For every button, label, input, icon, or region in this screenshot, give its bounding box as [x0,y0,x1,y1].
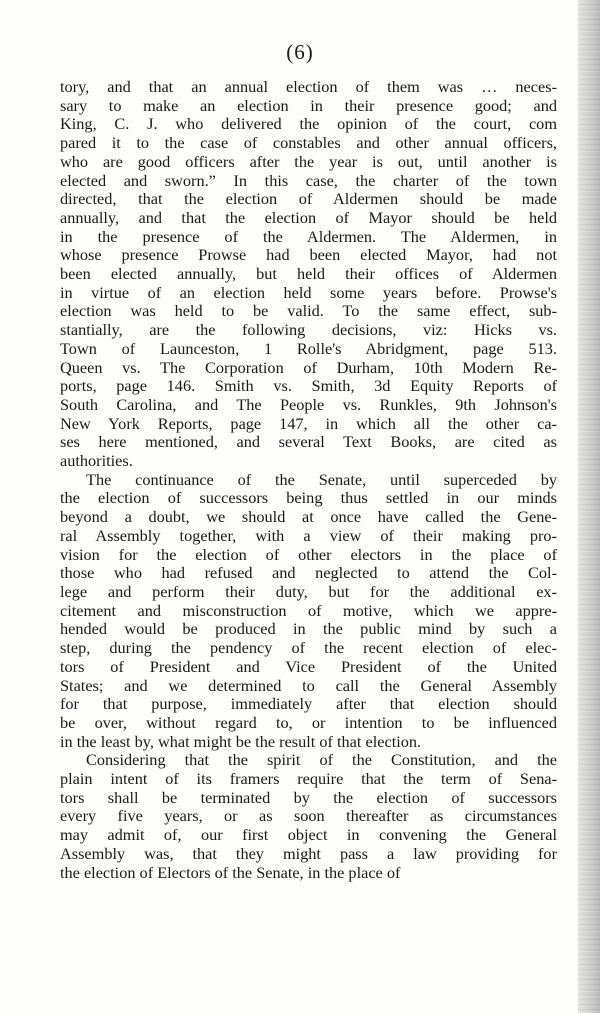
text-line: ses here mentioned, and several Text Books, are cited as [60,432,557,452]
paragraph [60,78,557,471]
text-line: the election of successors being thus settled in our minds [60,488,557,508]
text-line: whose presence Prowse had been elected Mayor, had not [60,245,557,265]
text-line: The continuance of the Senate, until superceded by [86,469,557,489]
text-line: tors shall be terminated by the election of successors [60,787,557,807]
text-line: ral Assembly together, with a view of their making pro- [60,525,557,545]
text-line: Assembly was, that they might pass a law providing for [60,843,557,863]
text-line: States; and we determined to call the General Assembly [60,675,557,695]
text-line: stantially, are the following decisions, viz: Hicks vs. [60,320,557,340]
text-line: elected and sworn.” In this case, the charter of the town [60,170,557,190]
text-line: those who had refused and neglected to attend the Col- [60,563,557,583]
text-line: sary to make an election in their presence good; and [60,95,557,115]
text-line: New York Reports, page 147, in which all the other ca- [60,413,557,433]
paragraph [60,471,557,752]
text-line: hended would be produced in the public mind by such a [60,619,557,639]
text-line: may admit of, our first object in convening the General [60,825,557,845]
text-line: directed, that the election of Aldermen should be made [60,189,557,209]
text-line: authorities. [60,451,133,471]
text-line: Town of Launceston, 1 Rolle's Abridgment, page 513. [60,338,557,358]
text-line: Considering that the spirit of the Constitution, and the [86,750,557,770]
text-line: who are good officers after the year is out, until another is [60,151,557,171]
text-line: be over, without regard to, or intention to be influenced [60,712,557,732]
text-line: King, C. J. who delivered the opinion of the court, com [60,114,557,134]
text-line: been elected annually, but held their offices of Aldermen [60,264,557,284]
text-line: vision for the election of other electors in the place of [60,544,557,564]
text-line: in virtue of an election held some years before. Prowse's [60,282,557,302]
body-text [60,78,557,882]
text-line: in the presence of the Aldermen. The Aldermen, in [60,226,557,246]
text-line: election was held to be valid. To the same effect, sub- [60,301,557,321]
text-line: beyond a doubt, we should at once have called the Gene- [60,507,557,527]
text-line: Queen vs. The Corporation of Durham, 10th Modern Re- [60,357,557,377]
text-line: tory, and that an annual election of them was … neces- [60,77,557,96]
text-line: pared it to the case of constables and other annual officers, [60,133,557,153]
text-line: citement and misconstruction of motive, which we appre- [60,600,557,620]
text-line: every five years, or as soon thereafter as circumstances [60,806,557,826]
page-number: (6) [286,40,314,64]
text-line: tors of President and Vice President of the United [60,656,557,676]
paragraph [60,751,557,882]
page-edge [578,0,600,1013]
text-line: South Carolina, and The People vs. Runkles, 9th Johnson's [60,394,557,414]
text-line: ports, page 146. Smith vs. Smith, 3d Equity Reports of [60,376,557,396]
text-line: step, during the pendency of the recent election of elec- [60,638,557,658]
text-line: the election of Electors of the Senate, in the place of [60,862,401,882]
text-line: plain intent of its framers require that the term of Sena- [60,769,557,789]
text-line: annually, and that the election of Mayor should be held [60,207,557,227]
text-line: in the least by, what might be the result of that election. [60,731,422,751]
text-line: for that purpose, immediately after that election should [60,694,557,714]
text-line: lege and perform their duty, but for the additional ex- [60,581,557,601]
